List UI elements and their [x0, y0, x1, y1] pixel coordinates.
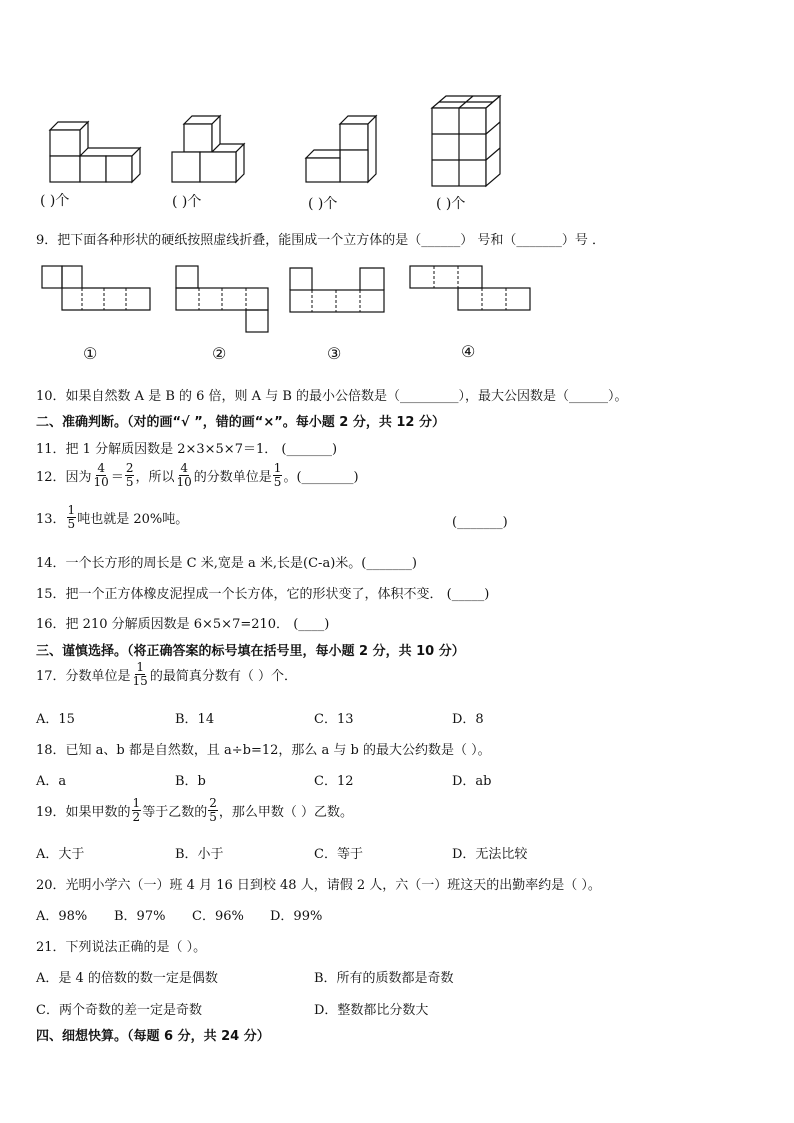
net-1	[42, 266, 150, 310]
net-label-4: ④	[461, 342, 476, 361]
net-label-3: ③	[327, 344, 342, 363]
q21-option-a[interactable]: A．是 4 的倍数的数一定是偶数	[36, 971, 218, 986]
question-20: 20．光明小学六（一）班 4 月 16 日到校 48 人，请假 2 人，六（一）班这天的出勤率约是（ ）。	[36, 878, 601, 893]
q18-option-a[interactable]: A．a	[36, 774, 67, 789]
q19-option-c[interactable]: C．等于	[314, 847, 363, 862]
question-11: 11．把 1 分解质因数是 2×3×5×7＝1． (_______)	[36, 442, 338, 457]
section-3-heading: 三、谨慎选择。（将正确答案的标号填在括号里，每小题 2 分，共 10 分）	[36, 644, 465, 659]
q12-fraction-1: $\frac{4}{10}$	[93, 461, 109, 489]
q20-option-d[interactable]: D．99%	[270, 909, 323, 924]
cube-caption-4: ( )个	[436, 196, 466, 212]
q19-option-a[interactable]: A．大于	[36, 847, 85, 862]
net-label-1: ①	[83, 344, 98, 363]
cube-caption-3: ( )个	[308, 196, 338, 212]
q12-fraction-3: $\frac{4}{10}$	[176, 461, 192, 489]
q12-equals: ＝	[110, 470, 124, 485]
question-14: 14．一个长方形的周长是 C 米,宽是 a 米,长是(C-a)米。(_______)	[36, 556, 417, 571]
q12-mid: ，所以	[135, 470, 175, 485]
question-10: 10．如果自然数 A 是 B 的 6 倍，则 A 与 B 的最小公倍数是（_________），最大公因数是（______）。	[36, 389, 628, 404]
net-2	[176, 266, 268, 332]
question-17	[36, 661, 297, 688]
q19-fraction-2: $\frac{2}{5}$	[209, 796, 217, 824]
q18-option-b[interactable]: B．b	[175, 774, 206, 789]
q12-fraction-4: $\frac{1}{5}$	[273, 461, 282, 489]
net-3	[290, 268, 384, 312]
q19-option-b[interactable]: B．小于	[175, 847, 224, 862]
question-18: 18．已知 a、b 都是自然数，且 a÷b=12，那么 a 与 b 的最大公约数是（ ）。	[36, 743, 491, 758]
q12-mid2: 的分数单位是	[193, 470, 272, 485]
q19-fraction-1: $\frac{1}{2}$	[132, 796, 141, 824]
net-4	[410, 266, 530, 310]
q20-option-b[interactable]: B．97%	[114, 909, 166, 924]
question-13-blank: (_______)	[452, 515, 508, 530]
question-15: 15．把一个正方体橡皮泥捏成一个长方体，它的形状变了，体积不变． (_____)	[36, 587, 490, 602]
q19-suffix: ，那么甲数（ ）乙数。	[218, 805, 353, 820]
q19-mid: 等于乙数的	[142, 805, 208, 820]
q21-option-b[interactable]: B．所有的质数都是奇数	[314, 971, 454, 986]
q13-fraction: $\frac{1}{5}$	[67, 503, 76, 531]
cube-caption-2: ( )个	[172, 194, 202, 210]
q17-option-a[interactable]: A．15	[36, 712, 75, 727]
question-13	[36, 504, 188, 531]
net-label-2: ②	[212, 344, 227, 363]
question-12	[36, 462, 359, 489]
q21-option-d[interactable]: D．整数都比分数大	[314, 1003, 429, 1018]
question-21: 21．下列说法正确的是（ ）。	[36, 940, 207, 955]
q12-suffix: 。(________)	[283, 470, 359, 485]
q20-option-a[interactable]: A．98%	[36, 909, 88, 924]
q17-option-d[interactable]: D．8	[452, 712, 484, 727]
cube-caption-1: ( )个	[40, 193, 70, 209]
q17-suffix: 的最简真分数有（ ）个．	[149, 669, 297, 684]
question-19	[36, 797, 353, 824]
q18-option-c[interactable]: C．12	[314, 774, 354, 789]
q18-option-d[interactable]: D．ab	[452, 774, 492, 789]
q17-option-b[interactable]: B．14	[175, 712, 215, 727]
net-figures	[0, 0, 794, 340]
section-4-heading: 四、细想快算。（每题 6 分，共 24 分）	[36, 1029, 270, 1044]
q12-fraction-2: $\frac{2}{5}$	[125, 461, 134, 489]
q12-prefix: 12．因为	[36, 470, 92, 485]
q13-text: 吨也就是 20%吨。	[77, 512, 189, 527]
q13-prefix: 13．	[36, 512, 66, 527]
q19-option-d[interactable]: D．无法比较	[452, 847, 528, 862]
q21-option-c[interactable]: C．两个奇数的差一定是奇数	[36, 1003, 202, 1018]
question-16: 16．把 210 分解质因数是 6×5×7=210． (____)	[36, 617, 330, 632]
q19-prefix: 19．如果甲数的	[36, 805, 131, 820]
q17-prefix: 17．分数单位是	[36, 669, 131, 684]
q20-option-c[interactable]: C．96%	[192, 909, 244, 924]
q17-option-c[interactable]: C．13	[314, 712, 354, 727]
q17-fraction: $\frac{1}{15}$	[132, 660, 148, 688]
section-2-heading: 二、准确判断。（对的画“√ ”，错的画“×”。每小题 2 分，共 12 分）	[36, 415, 446, 430]
question-9: 9．把下面各种形状的硬纸按照虚线折叠，能围成一个立方体的是（______） 号和（_______）号 ．	[36, 233, 606, 248]
